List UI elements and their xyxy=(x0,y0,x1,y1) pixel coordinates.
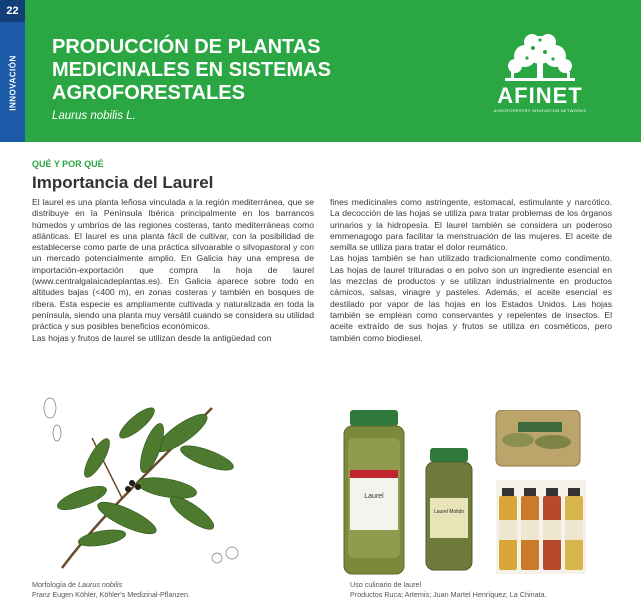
page-title: PRODUCCIÓN DE PLANTAS MEDICINALES EN SISTEMAS AGROFORESTALES xyxy=(52,36,331,104)
page-subtitle: Laurus nobilis L. xyxy=(52,110,136,122)
caption-products-line2: Productos Ruca; Artemis; Juan Martel Henríquez; La Chinata. xyxy=(350,589,547,599)
left-paragraph-2: Las hojas y frutos de laurel se utilizan desde la antigüedad con xyxy=(32,332,272,343)
laurel-oil-bottles xyxy=(496,480,586,574)
section-label-text: INNOVACIÓN xyxy=(8,55,17,111)
caption-botanical-line1: Morfología de Laurus nobilis xyxy=(32,580,123,589)
left-column xyxy=(32,197,314,344)
jar1-label: Laurel xyxy=(364,493,384,500)
laurel-jar-ground xyxy=(426,448,472,570)
laurel-jar-large xyxy=(344,410,404,574)
right-paragraph-1: fines medicinales como astringente, estomacal, estimulante y narcótico. La decocción de las hojas se utiliza para tratar problemas de los órganos urinarios y la hidropesía. El laurel también se considera un poderoso emmenagogo para facilitar la menstruación de las mujeres. El aceite de semilla se utiliza para tratar el dolor reumático. xyxy=(330,197,612,253)
laurel-botanical-illustration xyxy=(32,388,250,578)
right-paragraph-2: Las hojas también se han utilizado tradicionalmente como condimento. Las hojas de laurel trituradas o en polvo son un ingrediente esencial en las mezclas de productos y se utilizan industrialmente en productos cárnicos, salsas, vinagre y pasteles. Además, el aceite esencial es destilado por vapor de las hojas en los Estados Unidos. Las hojas también se emplean como conservantes y repelentes de insectos. El aceite extraído de sus hojas y frutos se utiliza en cosméticos, pero también como biodiesel. xyxy=(330,253,612,343)
section-side-label xyxy=(0,28,25,138)
caption-botanical xyxy=(32,580,292,599)
section-kicker: QUÉ Y POR QUÉ xyxy=(32,159,104,169)
logo-tagline: AGROFORESTRY INNOVATION NETWORKS xyxy=(493,108,587,113)
logo-wordmark: AFINET xyxy=(497,83,583,108)
jar2-label: Laurel Molido xyxy=(433,509,465,515)
caption-botanical-line2: Franz Eugen Köhler, Köhler's Medizinal-Pflanzen. xyxy=(32,589,190,599)
section-heading: Importancia del Laurel xyxy=(32,173,214,192)
left-paragraph-1: El laurel es una planta leñosa vinculada a la región mediterránea, que se distribuye en la Península Ibérica principalmente en los barrancos húmedos y umbríos de las regiones costeras, tanto mediterráneas como atlánticas. El laurel es una planta fácil de cultivar, con la posibilidad de establecerse como parte de una práctica silvoarable o silvopastoral y con un mercado potencialmente amplio. En Galicia hay una empresa de importación-exportación que compra la hoja de laurel (www.centralgalaicadeplantas.es). En Galicia aparece sobre todo en altitudes bajas (<400 m), en zonas costeras y también en bosques de ribera. Esta especie es ampliamente cultivada y naturalizada en toda la península, siendo una planta muy versátil cuando se considera su utilidad práctica y sus posibles beneficios económicos. xyxy=(32,197,314,332)
laurel-leaves-bag xyxy=(496,410,580,466)
page-number: 22 xyxy=(0,0,25,22)
caption-products-line1: Uso culinario de laurel xyxy=(350,580,422,589)
right-column xyxy=(330,197,612,344)
caption-products xyxy=(350,580,630,599)
culinary-products-photos xyxy=(338,410,616,578)
